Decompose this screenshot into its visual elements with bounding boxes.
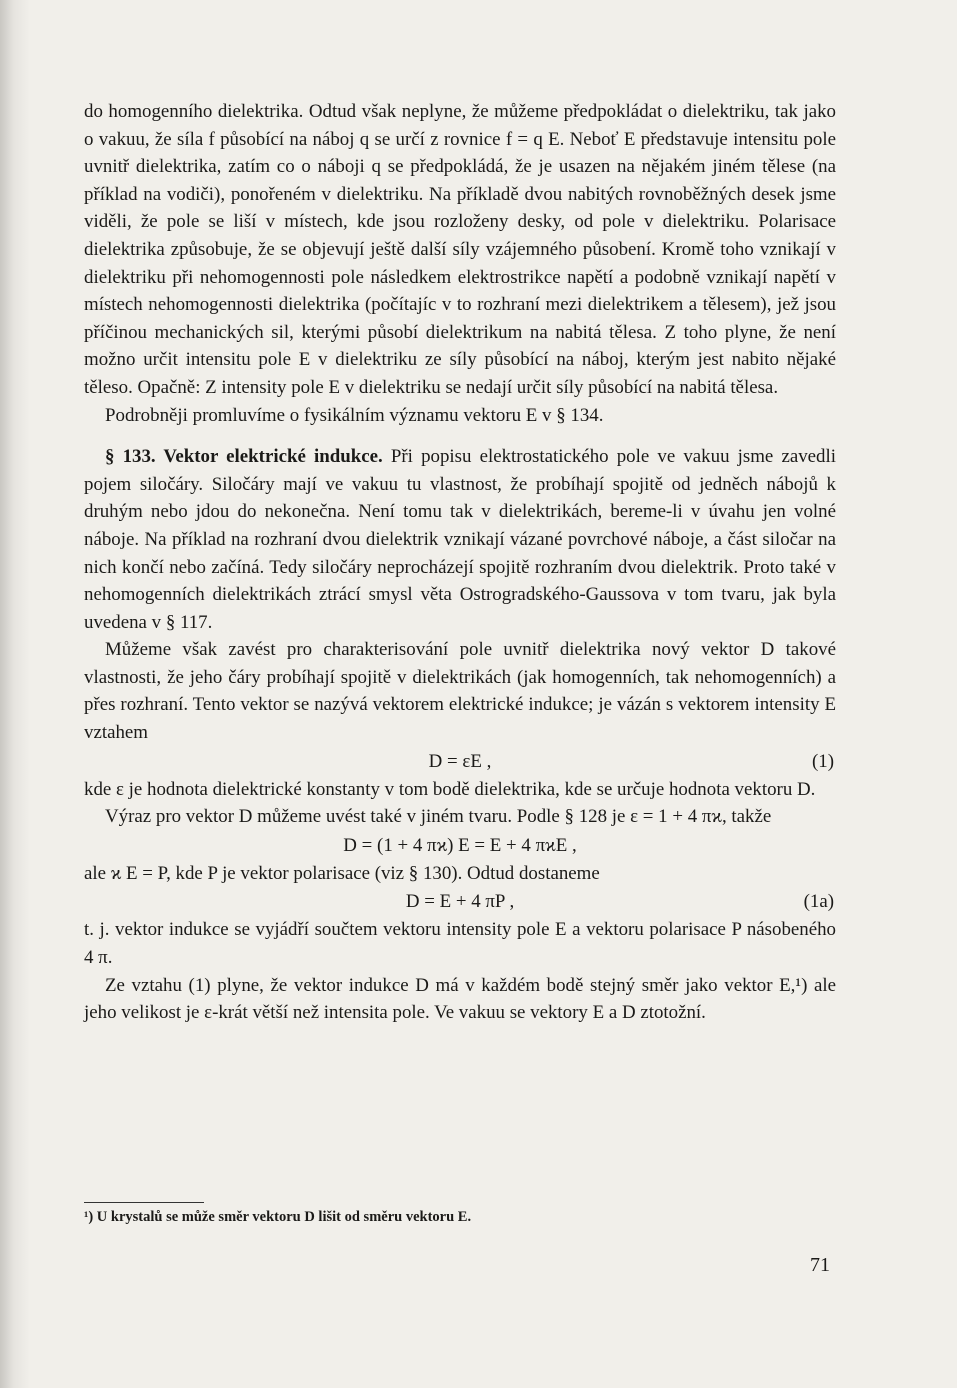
paragraph-vector-d: Můžeme však zavést pro charakterisování pole uvnitř dielektrika nový vektor D takové vlastnosti, že jeho čáry probíhají spojitě v dielektrikách (jak homogenních, tak nehomogenních) a přes rozhraní. Tento vektor se nazývá vektorem elektrické indukce; je vázán s vektorem intensity E vztahem bbox=[84, 639, 836, 744]
paragraph-epsilon: kde ε je hodnota dielektrické konstanty v tom bodě dielektrika, kde se určuje hodnota vektoru D. bbox=[84, 778, 816, 800]
paragraph-other-form: Výraz pro vektor D můžeme uvést také v jiném tvaru. Podle § 128 je ε = 1 + 4 πϰ, takže bbox=[105, 806, 772, 828]
equation-formula: D = εE , bbox=[428, 750, 492, 772]
page-number: 71 bbox=[810, 1254, 830, 1276]
equation-1a bbox=[84, 887, 836, 916]
paragraph-direction: Ze vztahu (1) plyne, že vektor indukce D má v každém bodě stejný směr jako vektor E,¹) ale jeho velikost je ε-krát větší než intensita pole. Ve vakuu se vektory E a D ztotožní. bbox=[84, 974, 836, 1024]
equation-1 bbox=[84, 747, 836, 776]
paragraph-intro: do homogenního dielektrika. Odtud však neplyne, že můžeme předpokládat o dielektriku, tak jako o vakuu, že síla f působící na náboj q se určí z rovnice f = q E. Neboť E představuje intensitu pole uvnitř dielektrika, zatím co o náboji q se předpokládá, že je usazen na nějakém jiném tělese (na příklad na vodiči), ponořeném v dielektriku. Na příkladě dvou nabitých rovnoběžných desek jsme viděli, že pole se liší v místech, kde jsou rozloženy desky, od pole v dielektriku. Polarisace dielektrika způsobuje, že se objevují ještě další síly vzájemného působení. Kromě toho vznikají v dielektriku při nehomogennosti pole následkem elektrostrikce napětí a podobně vznikají napětí v místech nehomogennosti dielektrika (počítajíc v to rozhraní mezi dielektrikem a tělesem), jež jsou příčinou mechanických sil, kterými působí dielektrikum na nabitá tělesa. Z toho plyne, že není možno určit intensitu pole E v dielektriku ze síly působící na náboj, kterým jest nabito nějaké těleso. Opačně: Z intensity pole E v dielektriku se nedají určit síly působící na nabitá tělesa. bbox=[84, 101, 836, 398]
section-text: Při popisu elektrostatického pole ve vakuu jsme zavedli pojem siločáry. Siločáry mají ve vakuu tu vlastnost, že probíhají spojitě od jedněch nábojů k druhým nebo jdou do nekonečna. Není tomu tak v dielektrikách, bereme-li v úvahu jen volné náboje. Na příklad na rozhraní dvou dielektrik vznikají vázané povrchové náboje, a část siločar na nich končí nebo začíná. Tedy siločáry neprocházejí spojitě rozhraním dvou dielektrik. Proto také v nehomogenních dielektrikách ztrácí smysl věta Ostrogradského-Gaussova v tom tvaru, jak byla uvedena v § 117. bbox=[84, 446, 836, 633]
paragraph-reference: Podrobněji promluvíme o fysikálním významu vektoru E v § 134. bbox=[105, 404, 604, 426]
equation-number: (1) bbox=[811, 750, 834, 772]
paragraph-section-133 bbox=[84, 443, 836, 636]
paragraph-sum: t. j. vektor indukce se vyjádří součtem vektoru intensity pole E a vektoru polarisace P násobeného 4 π. bbox=[84, 919, 836, 969]
footnote: ¹) U krystalů se může směr vektoru D lišit od směru vektoru E. bbox=[84, 1209, 472, 1225]
equation-formula: D = (1 + 4 πϰ) E = E + 4 πϰE , bbox=[343, 834, 577, 856]
section-heading: § 133. Vektor elektrické indukce. bbox=[105, 446, 383, 468]
equation-number: (1a) bbox=[803, 891, 834, 913]
paragraph-polarisation: ale ϰ E = P, kde P je vektor polarisace (viz § 130). Odtud dostaneme bbox=[84, 862, 600, 884]
equation-expansion bbox=[84, 831, 836, 860]
equation-formula: D = E + 4 πP , bbox=[405, 891, 515, 913]
body-text bbox=[84, 98, 836, 1027]
footnote-divider bbox=[84, 1202, 204, 1203]
